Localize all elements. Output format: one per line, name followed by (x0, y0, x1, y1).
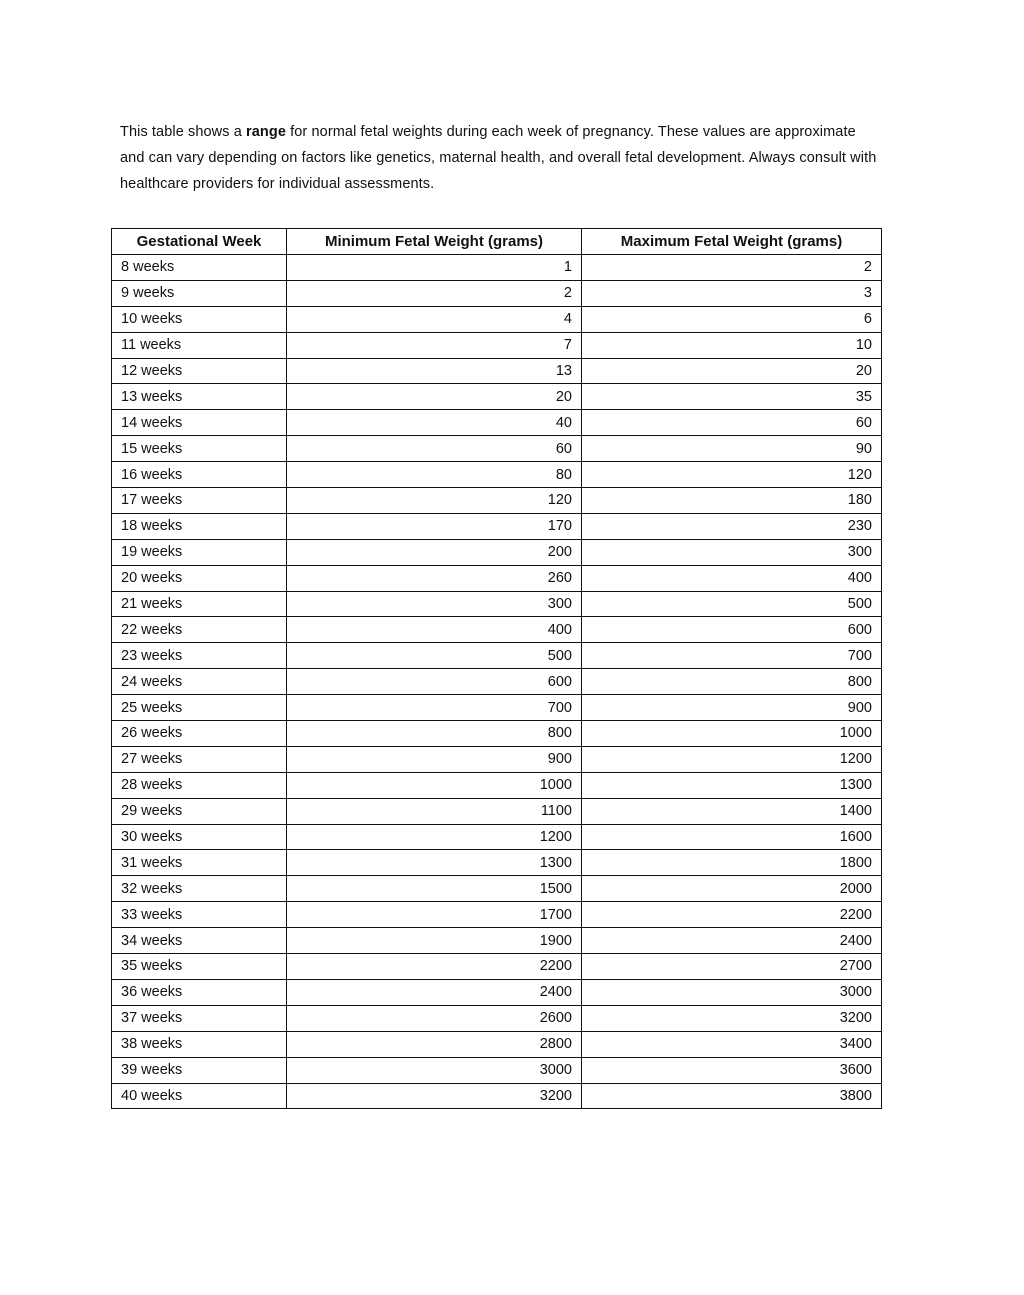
cell-max-weight: 1300 (582, 772, 882, 798)
cell-week: 31 weeks (112, 850, 287, 876)
table-row (112, 772, 882, 798)
cell-min-weight: 900 (287, 746, 582, 772)
cell-min-weight: 800 (287, 721, 582, 747)
cell-max-weight: 2000 (582, 876, 882, 902)
cell-min-weight: 200 (287, 539, 582, 565)
table-row (112, 565, 882, 591)
cell-week: 34 weeks (112, 928, 287, 954)
cell-week: 40 weeks (112, 1083, 287, 1109)
cell-max-weight: 700 (582, 643, 882, 669)
table-row (112, 384, 882, 410)
cell-week: 32 weeks (112, 876, 287, 902)
table-row (112, 954, 882, 980)
cell-min-weight: 2200 (287, 954, 582, 980)
table-row (112, 591, 882, 617)
cell-week: 21 weeks (112, 591, 287, 617)
cell-week: 14 weeks (112, 410, 287, 436)
cell-week: 20 weeks (112, 565, 287, 591)
cell-min-weight: 120 (287, 488, 582, 514)
table-row (112, 746, 882, 772)
table-row (112, 1083, 882, 1109)
cell-max-weight: 900 (582, 695, 882, 721)
cell-week: 33 weeks (112, 902, 287, 928)
cell-min-weight: 260 (287, 565, 582, 591)
cell-min-weight: 4 (287, 306, 582, 332)
cell-max-weight: 3800 (582, 1083, 882, 1109)
cell-week: 26 weeks (112, 721, 287, 747)
fetal-weight-table (111, 228, 882, 1109)
cell-min-weight: 60 (287, 436, 582, 462)
cell-max-weight: 600 (582, 617, 882, 643)
cell-max-weight: 20 (582, 358, 882, 384)
table-row (112, 1031, 882, 1057)
cell-week: 8 weeks (112, 255, 287, 281)
table-row (112, 462, 882, 488)
cell-max-weight: 230 (582, 513, 882, 539)
cell-week: 25 weeks (112, 695, 287, 721)
cell-min-weight: 1700 (287, 902, 582, 928)
cell-min-weight: 1900 (287, 928, 582, 954)
cell-min-weight: 170 (287, 513, 582, 539)
cell-min-weight: 7 (287, 332, 582, 358)
cell-week: 38 weeks (112, 1031, 287, 1057)
cell-week: 16 weeks (112, 462, 287, 488)
cell-max-weight: 35 (582, 384, 882, 410)
cell-max-weight: 2200 (582, 902, 882, 928)
cell-min-weight: 2600 (287, 1005, 582, 1031)
table-row (112, 617, 882, 643)
table-row (112, 876, 882, 902)
table-row (112, 280, 882, 306)
cell-week: 35 weeks (112, 954, 287, 980)
table-row (112, 539, 882, 565)
table-row (112, 332, 882, 358)
cell-week: 27 weeks (112, 746, 287, 772)
cell-min-weight: 500 (287, 643, 582, 669)
table-row (112, 643, 882, 669)
cell-max-weight: 3 (582, 280, 882, 306)
cell-min-weight: 400 (287, 617, 582, 643)
table-row (112, 1057, 882, 1083)
cell-week: 15 weeks (112, 436, 287, 462)
cell-max-weight: 800 (582, 669, 882, 695)
cell-max-weight: 1400 (582, 798, 882, 824)
cell-min-weight: 600 (287, 669, 582, 695)
cell-week: 29 weeks (112, 798, 287, 824)
cell-week: 37 weeks (112, 1005, 287, 1031)
cell-week: 12 weeks (112, 358, 287, 384)
cell-min-weight: 3200 (287, 1083, 582, 1109)
cell-max-weight: 3600 (582, 1057, 882, 1083)
cell-week: 10 weeks (112, 306, 287, 332)
cell-week: 9 weeks (112, 280, 287, 306)
cell-max-weight: 500 (582, 591, 882, 617)
intro-bold-term: range (246, 123, 287, 140)
cell-max-weight: 60 (582, 410, 882, 436)
cell-max-weight: 2 (582, 255, 882, 281)
cell-min-weight: 3000 (287, 1057, 582, 1083)
table-row (112, 306, 882, 332)
cell-min-weight: 300 (287, 591, 582, 617)
cell-min-weight: 2800 (287, 1031, 582, 1057)
table-row (112, 798, 882, 824)
cell-max-weight: 120 (582, 462, 882, 488)
cell-min-weight: 700 (287, 695, 582, 721)
cell-week: 13 weeks (112, 384, 287, 410)
cell-min-weight: 1200 (287, 824, 582, 850)
table-row (112, 850, 882, 876)
table-row (112, 1005, 882, 1031)
cell-week: 23 weeks (112, 643, 287, 669)
cell-max-weight: 3000 (582, 979, 882, 1005)
cell-min-weight: 1 (287, 255, 582, 281)
cell-week: 28 weeks (112, 772, 287, 798)
intro-text: This table shows a (120, 123, 247, 140)
cell-min-weight: 2 (287, 280, 582, 306)
table-row (112, 669, 882, 695)
table-row (112, 255, 882, 281)
table-header-row (112, 229, 882, 255)
cell-week: 36 weeks (112, 979, 287, 1005)
cell-max-weight: 6 (582, 306, 882, 332)
cell-week: 18 weeks (112, 513, 287, 539)
table-row (112, 436, 882, 462)
header-min-weight: Minimum Fetal Weight (grams) (287, 229, 582, 255)
cell-max-weight: 1000 (582, 721, 882, 747)
cell-week: 22 weeks (112, 617, 287, 643)
cell-min-weight: 13 (287, 358, 582, 384)
cell-max-weight: 3200 (582, 1005, 882, 1031)
cell-week: 19 weeks (112, 539, 287, 565)
cell-week: 30 weeks (112, 824, 287, 850)
cell-min-weight: 2400 (287, 979, 582, 1005)
header-max-weight: Maximum Fetal Weight (grams) (582, 229, 882, 255)
cell-max-weight: 1600 (582, 824, 882, 850)
cell-week: 17 weeks (112, 488, 287, 514)
table-row (112, 358, 882, 384)
intro-text-rest: for normal fetal weights during each week of pregnancy. These values are approximate and can vary depending on factors like genetics, maternal health, and overall fetal development. Always consult with healthcare providers for individual assessments. (120, 123, 877, 192)
cell-max-weight: 2400 (582, 928, 882, 954)
cell-min-weight: 20 (287, 384, 582, 410)
cell-min-weight: 1500 (287, 876, 582, 902)
table-row (112, 979, 882, 1005)
cell-max-weight: 300 (582, 539, 882, 565)
table-row (112, 902, 882, 928)
cell-min-weight: 1000 (287, 772, 582, 798)
cell-min-weight: 1300 (287, 850, 582, 876)
cell-min-weight: 80 (287, 462, 582, 488)
cell-max-weight: 2700 (582, 954, 882, 980)
table-row (112, 410, 882, 436)
cell-max-weight: 90 (582, 436, 882, 462)
cell-max-weight: 10 (582, 332, 882, 358)
table-row (112, 824, 882, 850)
table-row (112, 721, 882, 747)
cell-max-weight: 1200 (582, 746, 882, 772)
cell-max-weight: 400 (582, 565, 882, 591)
cell-min-weight: 40 (287, 410, 582, 436)
cell-max-weight: 1800 (582, 850, 882, 876)
cell-min-weight: 1100 (287, 798, 582, 824)
table-row (112, 928, 882, 954)
cell-week: 24 weeks (112, 669, 287, 695)
table-row (112, 695, 882, 721)
table-row (112, 488, 882, 514)
cell-week: 39 weeks (112, 1057, 287, 1083)
cell-max-weight: 180 (582, 488, 882, 514)
intro-paragraph (120, 119, 880, 197)
cell-max-weight: 3400 (582, 1031, 882, 1057)
table-row (112, 513, 882, 539)
cell-week: 11 weeks (112, 332, 287, 358)
header-gestational-week: Gestational Week (112, 229, 287, 255)
